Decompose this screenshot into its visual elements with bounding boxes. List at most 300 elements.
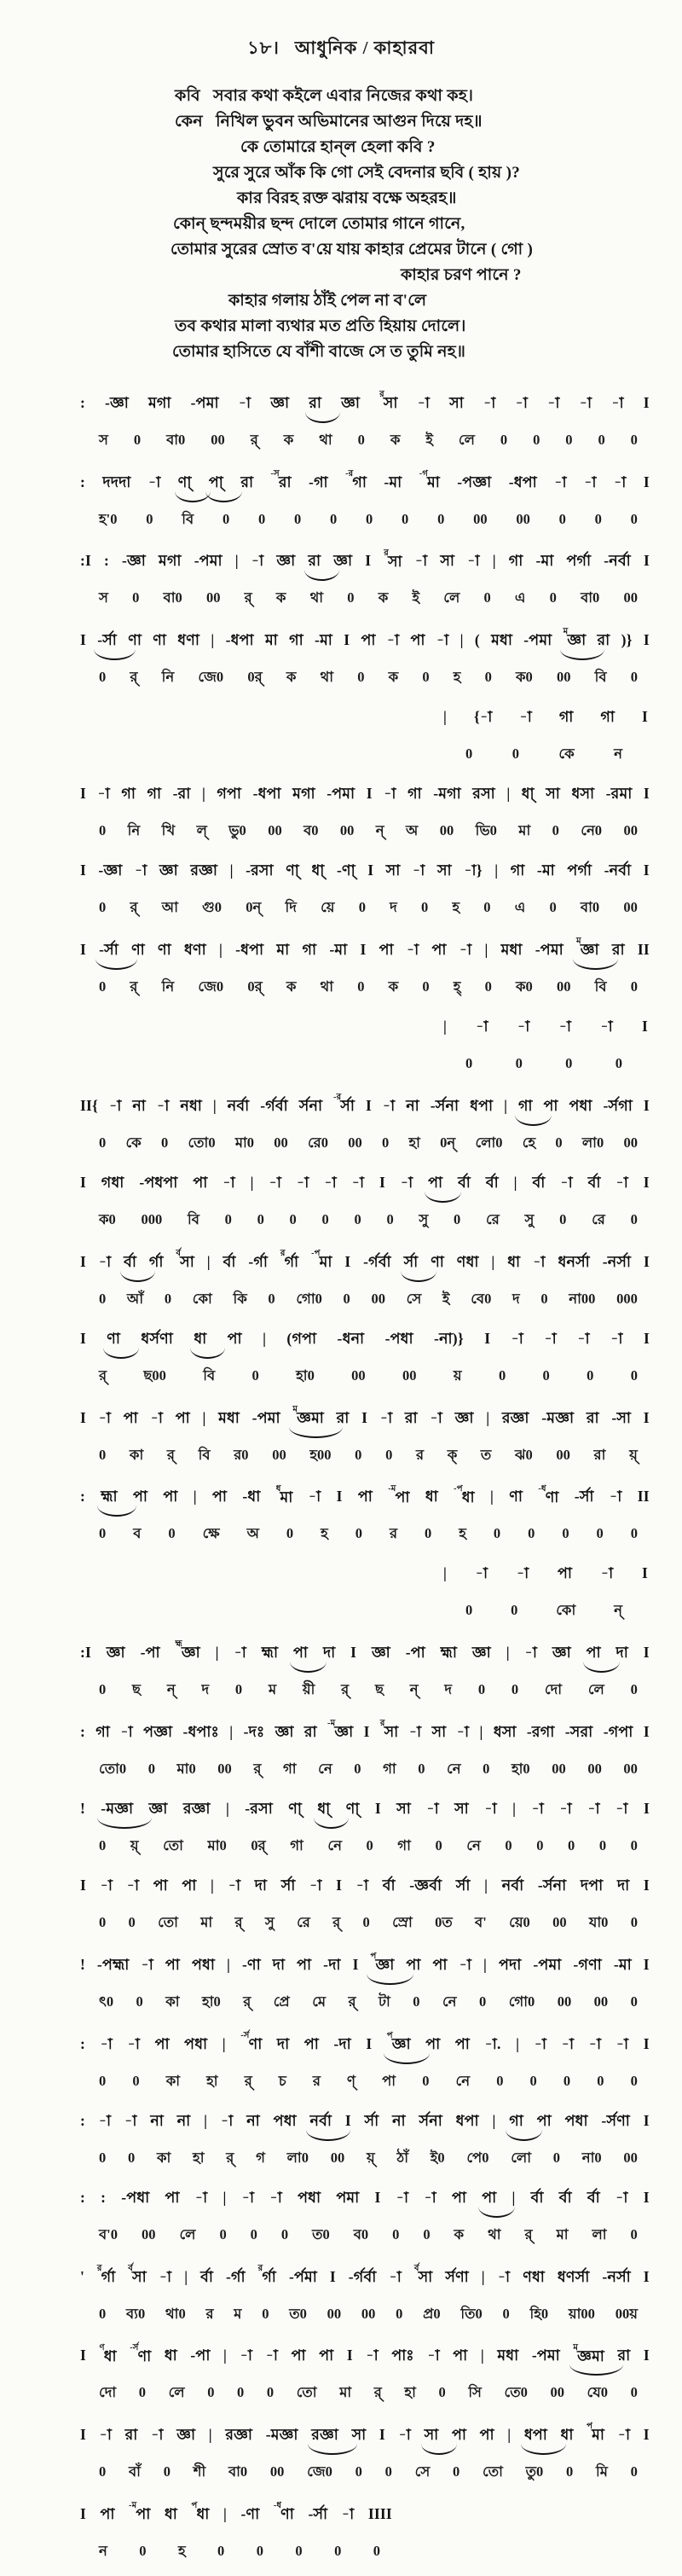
sargam-token: -র্পমা: [288, 2267, 318, 2285]
sargam-token: $^প$জ্ঞা: [387, 2027, 411, 2058]
sargam-token: $^প$মা: [587, 2422, 605, 2444]
lyric-token: মা0: [234, 1134, 255, 1151]
poem-line: তোমার হাসিতে যে বাঁশী বাজে সে ত তুমি নহ॥: [172, 343, 466, 361]
lyrics-row: [80, 1989, 650, 2015]
sargam-token: -া: [99, 2426, 113, 2444]
sargam-token: I: [643, 1252, 650, 1270]
notation-line: [80, 1168, 650, 1233]
lyric-token: 0: [422, 978, 430, 995]
lyric-token: 00: [217, 1761, 232, 1778]
sargam-token: র্গা: [148, 1252, 164, 1270]
sargam-token: -া: [241, 2188, 255, 2206]
sargam-token: -রসা: [246, 862, 274, 879]
lyric-token: হা0: [296, 1366, 315, 1384]
sargam-token: I: [80, 1173, 87, 1191]
sargam-token: মধা: [500, 941, 523, 959]
lyric-token: 0ন্: [246, 899, 262, 916]
lyric-token: দি: [285, 899, 297, 916]
sargam-token: জ্ঞা: [176, 2426, 196, 2444]
lyric-token: ক: [390, 431, 401, 448]
sargam-token: র্বা: [532, 1173, 546, 1191]
sargam-token: -া: [456, 1723, 470, 1741]
sargam-token: $^{-ধ}$ণা: [538, 1483, 559, 1506]
sargam-token: পা: [361, 631, 376, 649]
lyric-token: 0: [630, 1525, 638, 1542]
sargam-token: র্সণা: [445, 2267, 469, 2285]
lyric-token: 00: [142, 2225, 156, 2242]
lyric-token: 0: [500, 431, 508, 448]
notation-line: [80, 856, 650, 920]
lyric-token: জে0: [198, 669, 224, 686]
lyric-token: নে: [327, 1837, 342, 1854]
grace-note: ণ: [99, 2342, 105, 2353]
sargam-token: |: [234, 552, 239, 570]
lyric-token: 00: [516, 510, 530, 527]
lyric-token: বি: [203, 1366, 216, 1384]
lyric-token: স্রো: [392, 1914, 413, 1931]
lyric-token: র্: [234, 1914, 243, 1931]
lyric-token: 0: [163, 2463, 170, 2480]
sargam-token: পা: [451, 2426, 467, 2444]
sargam-token: -া: [408, 1723, 422, 1741]
sargam-row: [80, 1244, 650, 1276]
sargam-token: পা: [123, 1408, 138, 1426]
sargam-token: $^র$র্গা: [257, 2263, 277, 2285]
sargam-token: |: [211, 1877, 215, 1894]
sargam-token: |: [229, 862, 234, 879]
grace-note: -ম: [129, 2501, 137, 2511]
sargam-token: -া: [600, 1018, 613, 1036]
sargam-token: -া: [379, 1408, 393, 1426]
lyrics-row: [80, 895, 650, 920]
lyric-token: 0: [402, 510, 409, 527]
lyric-token: র0: [234, 1446, 249, 1463]
sargam-token: র্বা: [223, 1252, 236, 1270]
lyric-token: লে: [587, 1681, 604, 1698]
lyric-token: য়্: [130, 1837, 139, 1854]
lyric-token: 0: [294, 510, 302, 527]
sargam-token: |: [492, 2111, 496, 2129]
sargam-token: র্বা: [485, 1173, 499, 1191]
notation-line-partial: [443, 1558, 648, 1623]
lyric-token: 0: [435, 1837, 442, 1854]
sargam-token: -া.: [484, 2034, 501, 2052]
sargam-token: -পমা: [523, 631, 552, 649]
lyric-token: র্: [243, 1993, 251, 2010]
sargam-row: [80, 2260, 650, 2291]
notation-line-partial: [443, 1012, 648, 1076]
sargam-token: গা: [600, 708, 616, 726]
sargam-token: I: [80, 2426, 87, 2444]
lyric-token: হি0: [529, 2305, 549, 2322]
sargam-token: -দা: [333, 2034, 351, 2052]
sargam-token: -া: [426, 1800, 439, 1818]
lyrics-poem: [0, 84, 682, 365]
sargam-token: |: [250, 1173, 254, 1191]
lyric-token: ক0: [516, 669, 533, 686]
lyric-token: 00: [623, 1761, 638, 1778]
sargam-token: I: [379, 2426, 385, 2444]
lyric-token: তি0: [460, 2305, 483, 2322]
lyrics-row: [80, 2222, 650, 2248]
lyric-token: মি: [596, 2463, 608, 2480]
lyric-token: তু0: [525, 2463, 544, 2480]
sargam-token: র্বা: [458, 1173, 471, 1191]
sargam-token: সা: [425, 2420, 439, 2449]
lyric-token: কি: [233, 1290, 247, 1307]
lyric-token: ত: [480, 1446, 492, 1463]
sargam-token: I: [641, 1564, 648, 1582]
lyric-token: ন: [99, 2543, 107, 2560]
lyric-token: হা: [206, 2072, 218, 2089]
sargam-token: সা: [449, 393, 464, 411]
sargam-token: $^ম$জ্ঞমা: [292, 1401, 324, 1432]
sargam-token: -া: [156, 1096, 170, 1114]
lyric-token: দ: [444, 1681, 453, 1698]
lyric-token: রে: [592, 1210, 605, 1227]
sargam-token: মধা: [218, 1408, 240, 1426]
sargam-token: :I: [80, 1644, 92, 1662]
sargam-token: রা: [597, 631, 610, 649]
lyric-token: 0: [366, 510, 373, 527]
lyric-token: 0: [465, 746, 473, 763]
sargam-token: I: [641, 1018, 648, 1036]
lyrics-row: [443, 1051, 648, 1076]
lyric-token: 0: [465, 1602, 473, 1619]
lyric-token: হ'0: [99, 510, 118, 527]
lyric-token: স: [99, 589, 108, 606]
sargam-token: পর্গা: [567, 862, 592, 879]
lyric-token: 0: [630, 2384, 638, 2401]
sargam-token: $^ম$জ্ঞমা: [573, 2339, 604, 2370]
lyric-token: 00: [623, 2149, 638, 2166]
lyrics-row: [80, 1363, 650, 1389]
lyric-token: 0: [355, 1525, 362, 1542]
lyric-token: 0: [511, 1602, 518, 1619]
lyric-token: 0: [630, 1210, 638, 1227]
sargam-token: -া: [609, 1488, 622, 1506]
sargam-token: পা: [357, 1488, 373, 1506]
sargam-token: $^{-র}$গা: [345, 468, 367, 490]
sargam-token: ণা: [158, 941, 171, 959]
sargam-token: {-া: [473, 708, 493, 726]
sargam-token: |: [201, 785, 205, 803]
lyric-token: 0: [280, 2225, 289, 2242]
lyric-token: 0: [529, 2072, 537, 2089]
lyric-token: 0: [381, 1134, 390, 1151]
sargam-token: -পধপা: [139, 1173, 178, 1191]
sargam-token: গা: [121, 785, 136, 803]
sargam-token: -া: [141, 1955, 154, 1973]
sargam-token: -রমা: [605, 785, 633, 803]
grace-note: -র: [345, 468, 354, 479]
sargam-token: পাঃ: [391, 2347, 414, 2364]
lyric-token: ক0: [516, 978, 533, 995]
lyric-token: প্র0: [423, 2305, 441, 2322]
sargam-token: পা: [163, 1488, 178, 1506]
lyric-token: 00: [623, 822, 638, 839]
lyric-token: থা: [319, 431, 332, 448]
lyric-token: 0: [168, 1525, 176, 1542]
sargam-token: |: [507, 2426, 512, 2444]
sargam-token: দা: [276, 2034, 290, 2052]
lyric-token: 0: [477, 1681, 486, 1698]
lyric-token: হ্: [453, 978, 461, 995]
sargam-row: [80, 1324, 650, 1353]
lyric-token: লে: [443, 589, 460, 606]
lyric-token: লে: [168, 2384, 185, 2401]
lyric-token: হ: [321, 1525, 328, 1542]
lyric-token: চ: [278, 2072, 286, 2089]
sargam-token: -মা: [535, 552, 554, 570]
sargam-token: পা: [100, 2505, 115, 2523]
sargam-token: -া: [613, 473, 627, 490]
sargam-token: ধপা: [455, 2111, 479, 2129]
sargam-token: -পা: [140, 1644, 160, 1662]
lyric-token: 0: [99, 2072, 107, 2089]
grace-note: র্ব: [413, 2263, 419, 2273]
sargam-token: মগা: [292, 785, 315, 803]
sargam-token: জ্ঞা: [552, 1644, 571, 1662]
sargam-token: পা্: [209, 467, 223, 496]
sargam-token: পা: [154, 2034, 170, 2052]
sargam-token: জ্ঞা: [371, 1644, 390, 1662]
lyric-token: ন: [614, 746, 622, 763]
lyric-token: লো: [511, 2149, 531, 2166]
lyric-token: 0: [596, 1525, 604, 1542]
lyric-token: তো0: [188, 1134, 216, 1151]
lyric-token: 0: [552, 2149, 560, 2166]
sargam-token: -ধনা: [337, 1329, 365, 1347]
lyric-token: ছ: [374, 1681, 384, 1698]
sargam-token: ণা: [107, 1324, 120, 1353]
sargam-row: [80, 779, 650, 808]
sargam-token: |: [513, 1173, 517, 1191]
lyric-token: 0: [99, 822, 107, 839]
sargam-token: |: [443, 1018, 448, 1036]
sargam-row: [443, 1558, 648, 1587]
sargam-token: $^{র্ব}$সা: [413, 2263, 433, 2285]
sargam-token: I: [80, 1252, 87, 1270]
sargam-token: পদা: [498, 1955, 522, 1973]
lyric-token: মে: [312, 1993, 327, 2010]
sargam-token: -র্গর্বা: [348, 2267, 377, 2285]
sargam-token: পা: [454, 2034, 471, 2052]
lyric-token: ব': [475, 1914, 487, 1931]
lyric-token: 0: [295, 2543, 303, 2560]
lyric-token: না0: [581, 2149, 602, 2166]
sargam-token: পা: [379, 941, 394, 959]
sargam-token: -র্গর্বা: [260, 1096, 288, 1114]
notation-line: [80, 2183, 650, 2248]
sargam-token: -া: [124, 2111, 137, 2129]
sargam-token: -ধা: [242, 1488, 261, 1506]
lyric-token: 00: [274, 1134, 288, 1151]
sargam-token: -গপা: [603, 1723, 633, 1741]
sargam-token: -া: [579, 393, 592, 411]
lyric-token: 0: [99, 669, 107, 686]
lyric-token: 00: [371, 1290, 385, 1307]
lyric-token: 0: [99, 1837, 107, 1854]
notation-line: [80, 1480, 650, 1547]
sargam-token: -জ্ঞা: [104, 393, 130, 411]
notation-line: [80, 623, 650, 690]
lyric-token: 0: [384, 2463, 392, 2480]
sargam-token: |: [459, 631, 464, 649]
lyric-token: ছ: [132, 1681, 142, 1698]
sargam-token: রজ্ঞা: [225, 2426, 253, 2444]
lyric-token: জে0: [307, 2463, 332, 2480]
sargam-token: না: [132, 1096, 147, 1114]
lyric-token: 00: [269, 2463, 285, 2480]
sargam-token: পা: [165, 2188, 180, 2206]
sargam-token: গপা: [217, 785, 242, 803]
sargam-token: I: [643, 2267, 650, 2285]
lyric-token: 0ন্: [440, 1134, 456, 1151]
sargam-token: ধণা: [183, 941, 206, 959]
lyric-token: নে0: [581, 822, 603, 839]
lyric-token: 0: [555, 1134, 563, 1151]
lyric-token: সে: [414, 2463, 431, 2480]
sargam-token: I: [336, 1488, 343, 1506]
sargam-token: |: [223, 2188, 227, 2206]
sargam-token: |: [512, 1800, 517, 1818]
sargam-token: -র্সগা: [603, 1096, 633, 1114]
lyric-token: র্: [341, 1681, 350, 1698]
sargam-token: $^{-ম}$পা: [388, 1483, 410, 1506]
sargam-token: -পজ্ঞা: [457, 473, 492, 490]
sargam-token: -া: [98, 2111, 112, 2129]
lyric-token: র্: [244, 589, 252, 606]
lyric-token: র: [389, 1525, 398, 1542]
sargam-token: -া: [355, 1877, 369, 1894]
lyric-token: 0: [423, 2225, 431, 2242]
lyric-token: 00: [330, 2149, 345, 2166]
sargam-token: $^র$র্গা: [280, 1248, 299, 1270]
sargam-token: গা: [508, 552, 523, 570]
grace-note: -গ: [419, 468, 428, 479]
grace-note: র: [280, 1248, 286, 1258]
lyric-token: বি: [594, 978, 607, 995]
lyric-token: 000: [616, 1290, 638, 1307]
lyric-token: 0: [630, 2463, 638, 2480]
lyric-token: র্: [130, 899, 138, 916]
lyric-token: 0: [438, 2384, 446, 2401]
sargam-token: গা: [302, 941, 317, 959]
sargam-token: -র্গর্বা: [363, 1252, 391, 1270]
sargam-token: গা: [95, 1723, 111, 1741]
sargam-token: -া: [412, 862, 425, 879]
sargam-token: -গণা: [573, 1955, 602, 1973]
sargam-token: $^{-প}$ধা: [454, 1483, 475, 1506]
lyric-token: য়ে: [321, 899, 335, 916]
lyric-token: 00: [556, 669, 571, 686]
sargam-token: -া: [430, 1408, 443, 1426]
sargam-token: গা: [407, 785, 422, 803]
lyric-token: অ: [406, 822, 419, 839]
sargam-token: -র্সা: [308, 2505, 328, 2523]
lyric-token: 0: [257, 1210, 264, 1227]
lyric-token: নে: [442, 1993, 457, 2010]
sargam-token: ণা: [431, 1252, 445, 1270]
lyric-token: প্রে: [273, 1993, 290, 2010]
lyric-token: 0: [250, 2225, 257, 2242]
sargam-token: -নর্সা: [602, 2267, 631, 2285]
sargam-token: -া: [616, 2034, 629, 2052]
sargam-token: -ধপা: [508, 473, 537, 490]
lyric-token: কে: [558, 746, 575, 763]
sargam-token: I: [643, 1329, 650, 1347]
sargam-token: রা: [611, 941, 625, 959]
lyric-token: য়: [453, 1366, 462, 1384]
lyric-token: 0: [587, 1366, 594, 1384]
lyric-token: হ: [452, 899, 460, 916]
lyric-token: হে: [522, 1134, 536, 1151]
sargam-token: I: [352, 1955, 359, 1973]
sargam-token: -া: [406, 941, 419, 959]
lyric-token: তো: [296, 2384, 317, 2401]
lyric-token: ন্: [409, 1681, 419, 1698]
grace-note: -র্স: [130, 2342, 139, 2353]
sargam-token: পা: [175, 1408, 190, 1426]
sargam-token: ধা্: [521, 785, 535, 803]
lyric-token: ক: [388, 978, 399, 995]
sargam-token: I: [344, 631, 350, 649]
lyric-token: লে: [458, 431, 475, 448]
lyric-token: বি: [182, 510, 194, 527]
sargam-token: -া: [151, 2426, 164, 2444]
lyric-token: এ: [514, 589, 526, 606]
lyric-token: লা0: [286, 2149, 309, 2166]
sargam-token: -া: [382, 1096, 396, 1114]
sargam-token: -সা: [611, 1408, 632, 1426]
sargam-token: $^র$সা: [384, 548, 402, 570]
sargam-token: -া}: [464, 862, 483, 879]
sargam-row: [80, 2106, 650, 2135]
sargam-token: I: [643, 1800, 650, 1818]
sargam-token: |: [486, 1408, 490, 1426]
sargam-token: )}: [621, 631, 633, 649]
lyric-token: 00: [593, 1993, 609, 2010]
lyric-token: 0: [237, 2384, 245, 2401]
lyric-token: বে0: [471, 1290, 492, 1307]
lyric-token: 00: [556, 1446, 570, 1463]
lyric-token: 0: [422, 2072, 430, 2089]
sargam-token: -া: [577, 1329, 590, 1347]
lyric-token: 0: [512, 746, 519, 763]
lyric-token: 0: [484, 978, 492, 995]
sargam-row: [80, 465, 650, 496]
lyric-token: গো0: [296, 1290, 322, 1307]
sargam-token: ধণা: [177, 631, 200, 649]
lyrics-row: [80, 1910, 650, 1935]
lyric-token: বাঁ: [129, 2463, 141, 2480]
sargam-token: সা: [431, 1723, 447, 1741]
lyric-token: 00: [552, 1914, 567, 1931]
sargam-token: $^{-স}$রা: [270, 468, 292, 490]
grace-note: -স: [270, 468, 280, 479]
sargam-token: $^ণ$ধা: [99, 2342, 117, 2364]
lyric-token: কা: [165, 2072, 181, 2089]
sargam-token: I: [367, 862, 374, 879]
sargam-token: পা: [410, 631, 425, 649]
sargam-token: -া: [220, 2111, 234, 2129]
lyric-token: 0: [511, 1681, 519, 1698]
lyric-token: হ: [459, 1525, 466, 1542]
sargam-token: -া: [126, 1877, 140, 1894]
grace-note: -প: [311, 1248, 321, 1258]
lyric-token: 0: [99, 2463, 107, 2480]
